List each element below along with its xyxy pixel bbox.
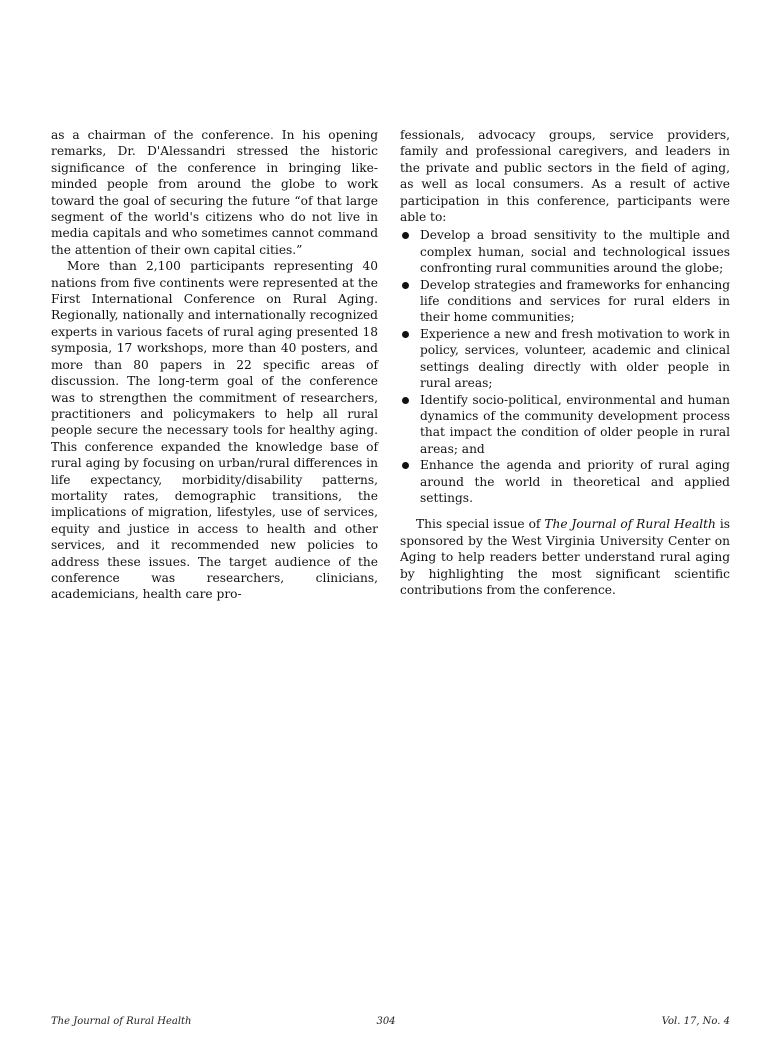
left-column — [51, 127, 378, 603]
footer-page-number: 304 — [376, 1016, 396, 1027]
right-column — [400, 127, 730, 598]
body-paragraph — [400, 516, 730, 598]
footer-volume: Vol. 17, No. 4 — [661, 1016, 730, 1027]
body-paragraph: as a chairman of the conference. In his opening remarks, Dr. D'Alessandri stressed the historic significance of the conference in bringing like-minded people from around the globe to work toward the goal of securing the future “of that large segment of the world's citizens who do not live in media capitals and who sometimes cannot command the attention of their own capital cities.” — [51, 128, 378, 257]
bullet-icon — [402, 232, 409, 239]
bullet-list — [400, 227, 730, 506]
list-item-text: Develop strategies and frameworks for enhancing life conditions and services for rural elders in their home communities; — [420, 277, 730, 325]
list-item-text: Identify socio-political, environmental and human dynamics of the community development process that impact the condition of older people in rural areas; and — [420, 392, 730, 456]
list-item — [400, 227, 730, 276]
closing-text-suffix: is sponsored by the West Virginia University Center on Aging to help readers better understand rural aging by highlighting the most significant scientific contributions from the conference. — [400, 517, 730, 597]
list-item — [400, 457, 730, 506]
list-item-text: Enhance the agenda and priority of rural aging around the world in theoretical and applied settings. — [420, 458, 730, 505]
footer-journal-name: The Journal of Rural Health — [51, 1016, 192, 1027]
list-item-text: Develop a broad sensitivity to the multiple and complex human, social and technological issues confronting rural communities around the globe; — [420, 228, 730, 276]
body-paragraph: fessionals, advocacy groups, service providers, family and professional caregivers, and leaders in the private and public sectors in the field of aging, as well as local consumers. As a result of active participation in this conference, participants were able to: — [400, 128, 730, 225]
list-item-text: Experience a new and fresh motivation to work in policy, services, volunteer, academic and clinical settings dealing directly with older people in rural areas; — [420, 326, 730, 391]
bullet-icon — [402, 397, 409, 404]
list-item — [400, 326, 730, 392]
bullet-icon — [402, 462, 409, 469]
bullet-icon — [402, 282, 409, 289]
bullet-icon — [402, 331, 409, 338]
body-paragraph: More than 2,100 participants representing 40 nations from five continents were represented at the First International Conference on Rural Aging. Regionally, nationally and internationally recognized experts in various facets of rural aging presented 18 symposia, 17 workshops, more than 40 posters, and more than 80 papers in 22 specific areas of discussion. The long-term goal of the conference was to strengthen the commitment of researchers, practitioners and policymakers to help all rural people secure the necessary tools for healthy aging. This conference expanded the knowledge base of rural aging by focusing on urban/rural differences in life expectancy, morbidity/disability patterns, mortality rates, demographic transitions, the implications of migration, lifestyles, use of services, equity and justice in access to health and other services, and it recommended new policies to address these issues. The target audience of the conference was researchers, clinicians, academicians, health care pro- — [51, 259, 378, 602]
closing-text-prefix: This special issue of — [416, 517, 545, 532]
list-item — [400, 392, 730, 458]
journal-title: The Journal of Rural Health — [544, 517, 716, 532]
list-item — [400, 277, 730, 326]
